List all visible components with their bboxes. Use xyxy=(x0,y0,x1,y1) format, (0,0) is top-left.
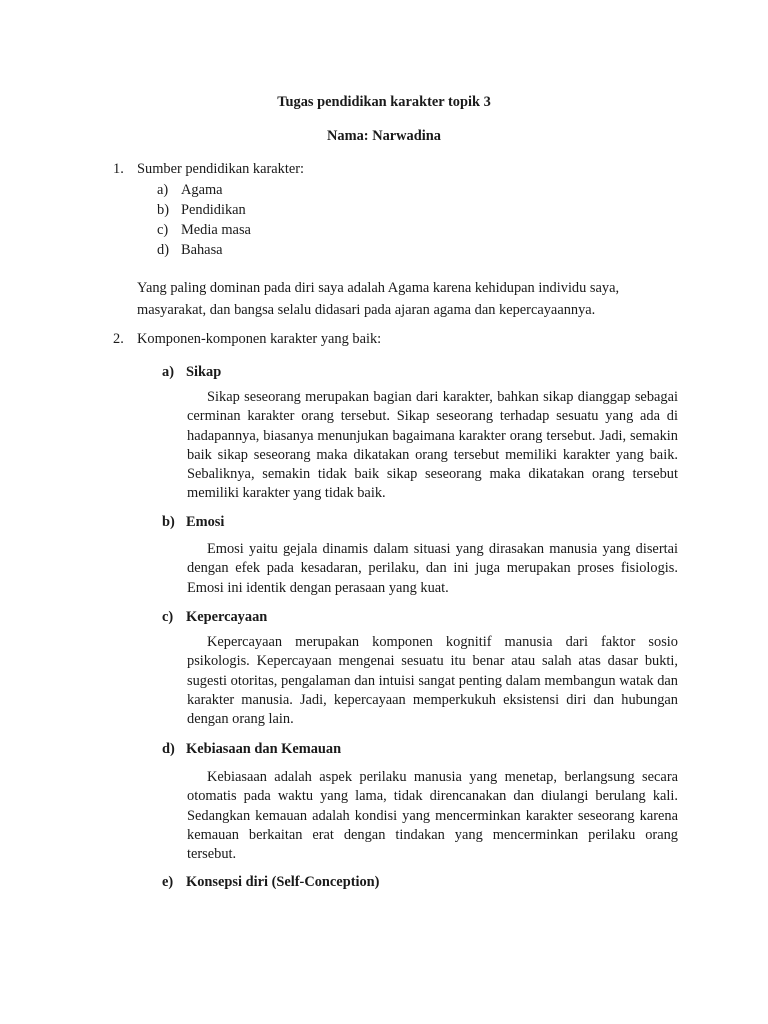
list-item-label: a) xyxy=(157,182,169,198)
section-body: Emosi yaitu gejala dinamis dalam situasi yang dirasakan manusia yang disertai dengan efek pada kesadaran, perilaku, dan ini juga merupakan proses fisiologis. Emosi ini identik dengan perasaan yang kuat. xyxy=(187,541,678,596)
sources-list xyxy=(157,180,251,260)
section-body: Kebiasaan adalah aspek perilaku manusia yang menetap, berlangsung secara otomatis pada waktu yang lama, tidak direncanakan dan diulangi berulang kali. Sedangkan kemauan adalah kondisi yang mencerminkan karakter seseorang karena kemauan berkaitan erat dengan tindakan yang mencerminkan perilaku orang tersebut. xyxy=(187,769,678,863)
question-2-text: Komponen-komponen karakter yang baik: xyxy=(137,331,382,347)
list-item xyxy=(157,240,251,260)
list-item-text: Pendidikan xyxy=(181,202,246,218)
list-item xyxy=(157,180,251,200)
section-label: a) xyxy=(162,364,174,380)
section-heading xyxy=(162,741,341,758)
list-item xyxy=(157,200,251,220)
question-1-number: 1. xyxy=(113,161,124,177)
list-item-text: Bahasa xyxy=(181,242,223,258)
section-title: Emosi xyxy=(186,514,225,530)
list-item-label: d) xyxy=(157,242,169,258)
section-body: Sikap seseorang merupakan bagian dari karakter, bahkan sikap dianggap sebagai cerminan karakter orang tersebut. Sikap seseorang terhadap sesuatu yang ada di hadapannya, biasanya menunjukan bagaimana karakter orang tersebut. Jadi, semakin baik sikap seseorang maka dikatakan orang tersebut memiliki karakter yang baik. Sebaliknya, semakin tidak baik sikap seseorang maka dikatakan orang tersebut memiliki karakter yang tidak baik. xyxy=(187,389,678,502)
question-2-number: 2. xyxy=(113,331,124,347)
list-item xyxy=(157,220,251,240)
section-heading xyxy=(162,609,267,626)
list-item-label: b) xyxy=(157,202,169,218)
section-heading xyxy=(162,514,224,531)
section-title: Kebiasaan dan Kemauan xyxy=(186,741,342,757)
list-item-text: Agama xyxy=(181,182,223,198)
list-item-text: Media masa xyxy=(181,222,251,238)
section-label: e) xyxy=(162,874,174,890)
section-heading xyxy=(162,364,221,381)
section-heading xyxy=(162,874,379,891)
question-1-paragraph: Yang paling dominan pada diri saya adalah Agama karena kehidupan individu saya, masyarakat, dan bangsa selalu didasari pada ajaran agama dan kepercayaannya. xyxy=(137,280,620,318)
section-label: c) xyxy=(162,609,174,625)
section-title: Konsepsi diri (Self-Conception) xyxy=(186,874,380,890)
section-title: Kepercayaan xyxy=(186,609,268,625)
author-name: Nama: Narwadina xyxy=(327,128,441,144)
section-label: b) xyxy=(162,514,175,530)
section-title: Sikap xyxy=(186,364,222,380)
section-body: Kepercayaan merupakan komponen kognitif manusia dari faktor sosio psikologis. Kepercayaan mengenai sesuatu itu benar atau salah atas dasar bukti, sugesti otoritas, pengalaman dan intuisi sangat penting dalam membangun watak dan karakter manusia. Jadi, kepercayaan memperkukuh eksistensi diri dan hubungan dengan orang lain. xyxy=(187,634,678,728)
question-1-text: Sumber pendidikan karakter: xyxy=(137,161,305,177)
list-item-label: c) xyxy=(157,222,169,238)
section-label: d) xyxy=(162,741,175,757)
document-title: Tugas pendidikan karakter topik 3 xyxy=(277,94,491,110)
